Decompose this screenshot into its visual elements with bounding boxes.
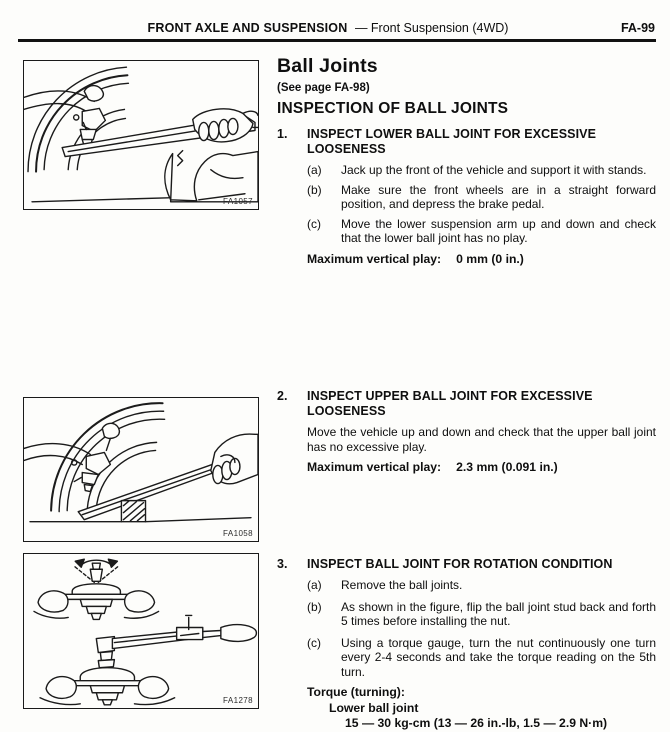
substep-label: (b) <box>307 182 322 197</box>
step-title: INSPECT UPPER BALL JOINT FOR EXCESSIVE LOOSENESS <box>307 389 593 418</box>
figure-1-illustration <box>24 61 258 209</box>
step-2-body: Move the vehicle up and down and check that the upper ball joint has no excessive play. <box>307 425 656 454</box>
spec-value: 0 mm (0 in.) <box>456 251 524 266</box>
substep-label: (a) <box>307 578 322 592</box>
step-number: 2. <box>277 389 288 403</box>
substep-c <box>307 636 656 680</box>
step-2 <box>277 389 656 475</box>
page-number: FA-99 <box>620 21 655 35</box>
header-rule <box>18 39 656 42</box>
header-section-title: FRONT AXLE AND SUSPENSION <box>147 21 348 35</box>
step-title: INSPECT LOWER BALL JOINT FOR EXCESSIVE LOOSENESS <box>307 127 597 156</box>
step-3-heading <box>277 557 656 572</box>
substep-label: (c) <box>307 216 321 231</box>
figure-code: FA1057 <box>223 197 253 206</box>
step-3 <box>277 557 656 730</box>
torque-value: 15 — 30 kg-cm (13 — 26 in.-lb, 1.5 — 2.9 N·m) <box>345 715 608 730</box>
spec-line <box>307 460 656 475</box>
substep-text: Make sure the front wheels are in a straight forward position, and depress the brake pedal. <box>341 182 656 211</box>
step-number: 3. <box>277 557 288 571</box>
substep-text: Using a torque gauge, turn the nut continuously one turn every 2-4 seconds and take the torque reading on the 5th turn. <box>341 635 656 679</box>
torque-item: Lower ball joint <box>329 700 419 715</box>
substep-b <box>307 183 656 212</box>
step-title: INSPECT BALL JOINT FOR ROTATION CONDITION <box>307 557 613 571</box>
substep-text: As shown in the figure, flip the ball joint stud back and forth 5 times before installing the nut. <box>341 599 656 628</box>
step-1-heading <box>277 127 656 157</box>
substep-b <box>307 600 656 629</box>
spec-label: Maximum vertical play: <box>307 251 442 266</box>
substep-label: (b) <box>307 599 322 614</box>
substep-label: (a) <box>307 163 322 177</box>
spec-label: Maximum vertical play: <box>307 460 442 474</box>
see-page-reference: (See page FA-98) <box>277 82 370 94</box>
substep-text: Move the lower suspension arm up and down and check that the lower ball joint has no play. <box>341 216 656 245</box>
substep-text: Remove the ball joints. <box>341 578 463 592</box>
spec-line <box>307 252 656 267</box>
figure-upper-ball-joint-check <box>23 397 259 542</box>
substep-c <box>307 217 656 246</box>
substep-text: Jack up the front of the vehicle and support it with stands. <box>341 163 647 177</box>
spec-value: 2.3 mm (0.091 in.) <box>456 460 558 474</box>
torque-label: Torque (turning): <box>307 685 405 699</box>
article-title: Ball Joints <box>277 55 378 77</box>
figure-ball-joint-rotation-check <box>23 553 259 709</box>
step-1 <box>277 127 656 267</box>
substep-a <box>307 578 656 593</box>
header-section-subtitle: — Front Suspension (4WD) <box>354 21 509 35</box>
substep-a <box>307 163 656 178</box>
substep-label: (c) <box>307 635 321 650</box>
inspection-heading: INSPECTION OF BALL JOINTS <box>277 100 509 117</box>
figure-3-illustration <box>24 554 258 708</box>
figure-lower-ball-joint-check <box>23 60 259 210</box>
page-header <box>0 21 656 36</box>
figure-code: FA1278 <box>223 696 253 705</box>
step-2-heading <box>277 389 656 419</box>
figure-2-illustration <box>24 398 258 541</box>
step-number: 1. <box>277 127 288 141</box>
figure-code: FA1058 <box>223 529 253 538</box>
